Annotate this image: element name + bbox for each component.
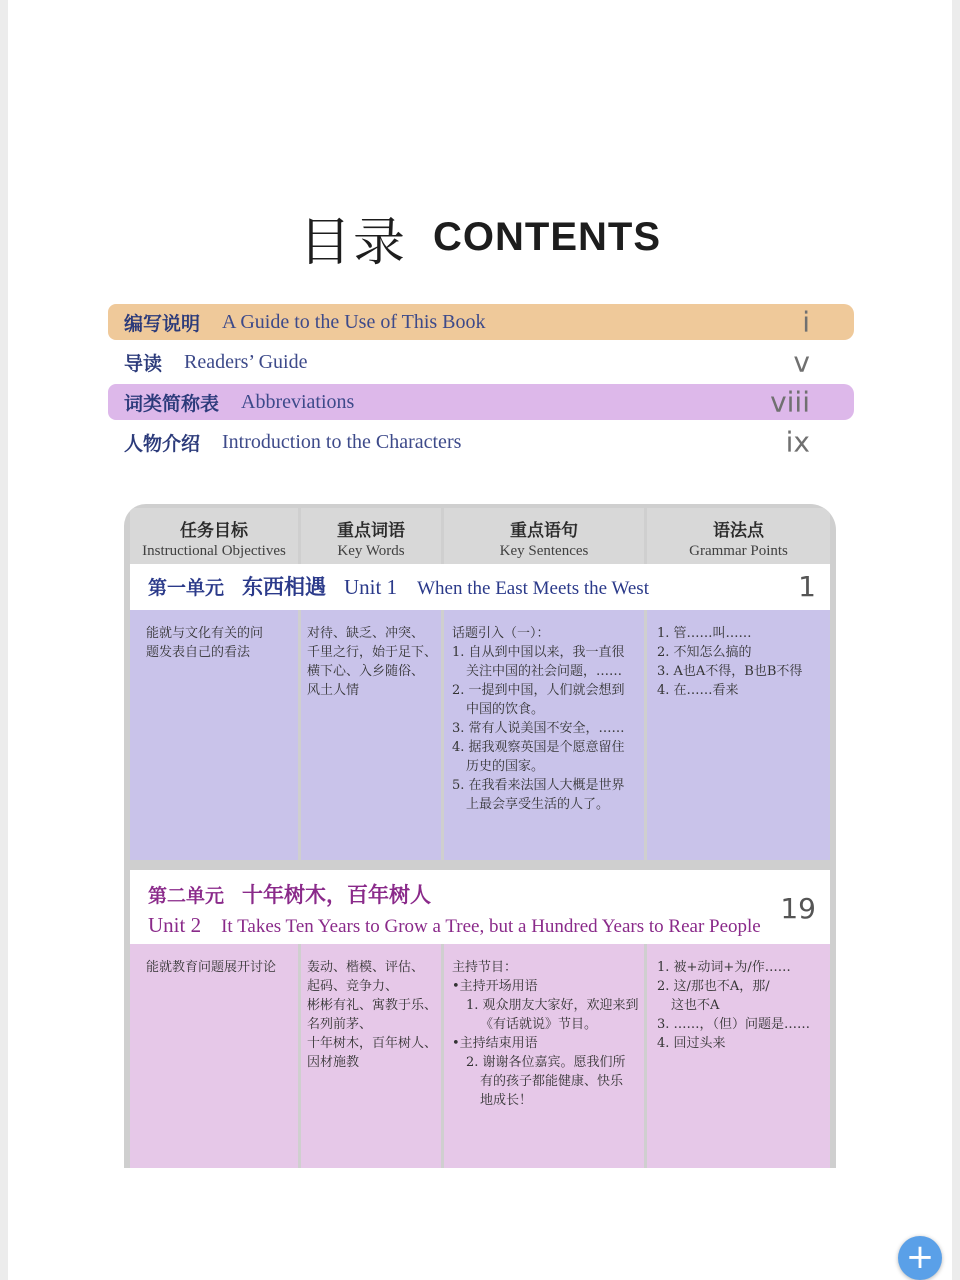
unit2-sentences: 主持节目： •主持开场用语 1. 观众朋友大家好，欢迎来到 《有话就说》节目。 •主持结束用语 2. 谢谢各位嘉宾。愿我们所 有的孩子都能健康、快乐 地成长！ xyxy=(444,944,644,1168)
toc-zh: 词类简称表 xyxy=(124,392,220,415)
unit1-title-band[interactable] xyxy=(130,564,830,610)
unit1-title-en: When the East Meets the West xyxy=(417,578,649,599)
unit1-sentences: 话题引入（一）： 1. 自从到中国以来，我一直很 关注中国的社会问题，…… 2. 一提到中国，人们就会想到 中国的饮食。 3. 常有人说美国不安全，…… 4. 据我观察英国是个愿意留住 历史的国家。 5. 在我看来法国人大概是世界 上最会享受生活的人了。 xyxy=(444,610,644,860)
toc-zh: 编写说明 xyxy=(124,312,201,335)
unit2-title-en: It Takes Ten Years to Grow a Tree, but a Hundred Years to Rear People xyxy=(221,916,761,937)
unit1-objectives: 能就与文化有关的问 题发表自己的看法 xyxy=(130,610,298,860)
unit1-title-zh: 东西相遇 xyxy=(242,574,327,599)
toc-zh: 人物介绍 xyxy=(124,432,201,455)
unit1-keywords: 对待、缺乏、冲突、 千里之行，始于足下、 横下心、入乡随俗、 风土人情 xyxy=(301,610,441,860)
title-en: CONTENTS xyxy=(433,215,661,259)
toc-en: Abbreviations xyxy=(241,390,355,413)
toc-row-characters[interactable] xyxy=(108,424,854,460)
unit2-title-band[interactable] xyxy=(130,870,830,944)
contents-table xyxy=(124,504,836,1168)
title-zh: 目录 xyxy=(298,213,407,273)
unit2-page-number: 19 xyxy=(780,892,816,925)
header-objectives: 任务目标 Instructional Objectives xyxy=(130,508,298,564)
toc-page-number: i xyxy=(802,305,810,339)
toc-row-guide[interactable] xyxy=(108,304,854,340)
unit1-page-number: 1 xyxy=(798,570,816,603)
unit2-title-zh: 十年树木，百年树人 xyxy=(242,882,432,907)
header-grammar: 语法点 Grammar Points xyxy=(647,508,830,564)
header-sentences: 重点语句 Key Sentences xyxy=(444,508,644,564)
toc-en: Readers’ Guide xyxy=(184,350,308,373)
toc-page-number: viii xyxy=(770,385,810,419)
toc-row-readers-guide[interactable] xyxy=(108,344,854,380)
plus-icon: + xyxy=(905,1237,935,1277)
toc-en: Introduction to the Characters xyxy=(222,430,462,453)
unit2-keywords: 轰动、楷模、评估、 起码、竞争力、 彬彬有礼、寓教于乐、 名列前茅、 十年树木，百年树人、 因材施教 xyxy=(301,944,441,1168)
header-keywords: 重点词语 Key Words xyxy=(301,508,441,564)
unit1-label-zh: 第一单元 xyxy=(148,577,225,599)
toc-en: A Guide to the Use of This Book xyxy=(222,310,486,333)
toc-page-number: ix xyxy=(785,425,810,459)
unit1-grammar: 1. 管……叫…… 2. 不知怎么搞的 3. A也A不得，B也B不得 4. 在……看来 xyxy=(647,610,830,860)
unit1-label-en: Unit 1 xyxy=(344,575,398,599)
add-button[interactable] xyxy=(898,1236,942,1280)
toc-row-abbreviations[interactable] xyxy=(108,384,854,420)
toc-zh: 导读 xyxy=(124,352,163,375)
unit2-label-en: Unit 2 xyxy=(148,913,202,937)
page-title xyxy=(0,200,960,275)
unit2-grammar: 1. 被+动词+为/作…… 2. 这/那也不A，那/ 这也不A 3. ……，（但）问题是…… 4. 回过头来 xyxy=(647,944,830,1168)
unit2-objectives: 能就教育问题展开讨论 xyxy=(130,944,298,1168)
unit2-label-zh: 第二单元 xyxy=(148,885,225,907)
toc-page-number: v xyxy=(793,345,810,379)
